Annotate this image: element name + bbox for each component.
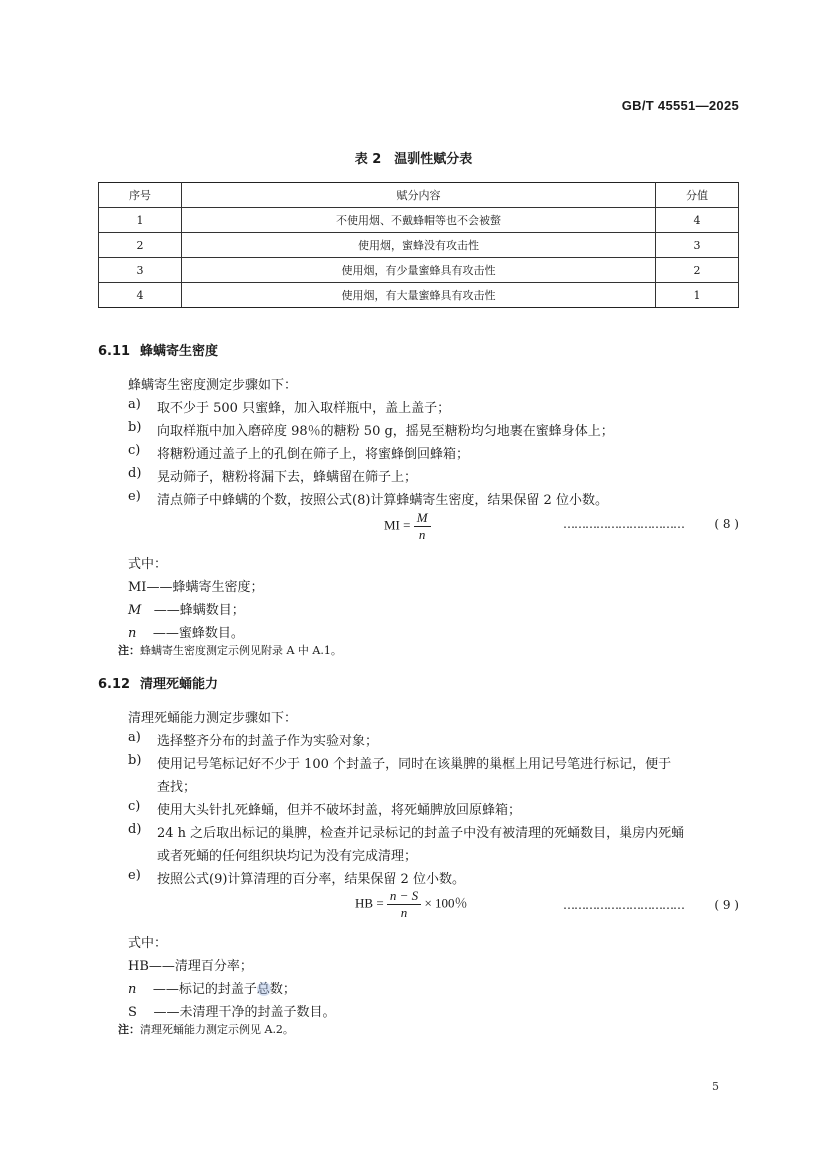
list-item: 按照公式(9)计算清理的百分率，结果保留 2 位小数。 [157, 872, 465, 887]
formula-fraction [387, 888, 421, 921]
list-item: 清点筛子中蜂螨的个数，按照公式(8)计算蜂螨寄生密度，结果保留 2 位小数。 [157, 493, 608, 508]
table-cell: 不使用烟、不戴蜂帽等也不会被螫 [182, 208, 656, 233]
equation-number: ( 8 ) [714, 517, 739, 531]
list-item-label: e) [128, 489, 141, 504]
variable-symbol: M [128, 603, 142, 618]
variable-dash: —— [153, 1005, 180, 1020]
column-header: 分值 [656, 183, 739, 208]
table-cell: 1 [99, 208, 182, 233]
list-item-continuation: 查找； [157, 780, 197, 795]
section-number: 6.12 [98, 677, 131, 692]
variable-definition [128, 599, 245, 618]
list-item: 晃动筛子，糖粉将漏下去，蜂螨留在筛子上； [157, 470, 418, 485]
variable-dash: —— [153, 603, 180, 618]
variable-dash: —— [152, 626, 179, 641]
table-cell: 使用烟，有少量蜜蜂具有攻击性 [182, 258, 656, 283]
formula-numerator: M [416, 510, 428, 525]
variable-desc: 清理百分率； [174, 959, 253, 974]
table-cell: 3 [99, 258, 182, 283]
list-item-label: b) [128, 753, 142, 768]
table-row [99, 208, 739, 233]
table-row [99, 233, 739, 258]
table-cell: 4 [99, 283, 182, 308]
variable-dash: —— [146, 580, 173, 595]
variable-definition [128, 622, 244, 641]
variable-desc: 蜂螨数目； [179, 603, 245, 618]
table-cell: 3 [656, 233, 739, 258]
table-cell: 1 [656, 283, 739, 308]
page-number: 5 [712, 1080, 719, 1093]
table-cell: 2 [99, 233, 182, 258]
variable-desc: 蜜蜂数目。 [178, 626, 244, 641]
variable-symbol: S [128, 1005, 137, 1020]
variable-desc: 蜂螨寄生密度； [172, 580, 264, 595]
variable-symbol: n [128, 982, 137, 997]
column-header: 赋分内容 [182, 183, 656, 208]
list-item-label: e) [128, 868, 141, 883]
list-item-continuation: 或者死蛹的任何组织块均记为没有完成清理； [157, 849, 418, 864]
list-item: 使用大头针扎死蜂蛹，但并不破坏封盖，将死蛹脾放回原蜂箱； [157, 803, 522, 818]
score-table [98, 182, 739, 308]
section-intro: 清理死蛹能力测定步骤如下： [128, 711, 298, 726]
formula-denominator: n [387, 904, 421, 921]
list-item-label: a) [128, 397, 141, 412]
table-cell: 使用烟，蜜蜂没有攻击性 [182, 233, 656, 258]
table-title: 表 2 温驯性赋分表 [354, 152, 473, 167]
variable-symbol: HB [128, 959, 149, 974]
section-number: 6.11 [98, 344, 131, 359]
note-text: 清理死蛹能力测定示例见 A.2。 [140, 1023, 294, 1036]
leader-dots: …………………………… [563, 898, 684, 912]
formula-numerator: n − S [389, 888, 419, 903]
variable-symbol: n [128, 626, 137, 641]
column-header: 序号 [99, 183, 182, 208]
formula-fraction [414, 510, 431, 543]
table-cell: 4 [656, 208, 739, 233]
table-row [99, 258, 739, 283]
formula-lhs: HB [355, 895, 374, 911]
list-item: 取不少于 500 只蜜蜂，加入取样瓶中，盖上盖子； [157, 401, 451, 416]
formula-9 [355, 888, 468, 921]
table-row [99, 283, 739, 308]
table-header-row [99, 183, 739, 208]
section-title: 清理死蛹能力 [140, 677, 219, 692]
formula-lhs: MI [384, 517, 400, 533]
variable-desc: 未清理干净的封盖子数目。 [179, 1005, 336, 1020]
where-label: 式中： [128, 936, 168, 951]
note-label: 注： [118, 644, 140, 657]
list-item-label: b) [128, 420, 142, 435]
list-item: 使用记号笔标记好不少于 100 个封盖子，同时在该巢脾的巢框上用记号笔进行标记，便于 [157, 757, 672, 772]
standard-code: GB/T 45551—2025 [621, 98, 739, 113]
section-intro: 蜂螨寄生密度测定步骤如下： [128, 378, 298, 393]
note-text: 蜂螨寄生密度测定示例见附录 A 中 A.1。 [140, 644, 342, 657]
formula-8 [384, 510, 431, 543]
note-label: 注： [118, 1023, 140, 1036]
list-item: 将糖粉通过盖子上的孔倒在筛子上，将蜜蜂倒回蜂箱； [157, 447, 470, 462]
note [118, 1021, 294, 1037]
list-item: 向取样瓶中加入磨碎度 98％的糖粉 50 g，摇晃至糖粉均匀地裹在蜜蜂身体上； [157, 424, 614, 439]
section-heading-6-11 [98, 340, 218, 359]
table-cell: 2 [656, 258, 739, 283]
variable-definition [128, 1001, 335, 1020]
list-item-label: d) [128, 822, 142, 837]
variable-dash: —— [152, 982, 179, 997]
formula-eq: = [403, 517, 411, 533]
table-cell: 使用烟，有大量蜜蜂具有攻击性 [182, 283, 656, 308]
variable-definition [128, 576, 263, 595]
section-heading-6-12 [98, 673, 218, 692]
list-item-label: a) [128, 730, 141, 745]
leader-dots: …………………………… [563, 517, 684, 531]
formula-tail: × 100％ [424, 895, 468, 911]
list-item-label: c) [128, 799, 141, 814]
watermark-mark [257, 982, 271, 996]
list-item-label: c) [128, 443, 141, 458]
list-item: 24 h 之后取出标记的巢脾，检查并记录标记的封盖子中没有被清理的死蛹数目，巢房内死蛹 [157, 826, 685, 841]
formula-denominator: n [414, 526, 431, 543]
variable-desc: 标记的封盖子总数； [178, 982, 296, 997]
note [118, 642, 342, 658]
list-item-label: d) [128, 466, 142, 481]
variable-dash: —— [148, 959, 175, 974]
formula-eq: = [376, 895, 384, 911]
variable-definition [128, 955, 253, 974]
variable-symbol: MI [128, 580, 147, 595]
where-label: 式中： [128, 557, 168, 572]
section-title: 蜂螨寄生密度 [140, 344, 219, 359]
list-item: 选择整齐分布的封盖子作为实验对象； [157, 734, 379, 749]
equation-number: ( 9 ) [714, 898, 739, 912]
